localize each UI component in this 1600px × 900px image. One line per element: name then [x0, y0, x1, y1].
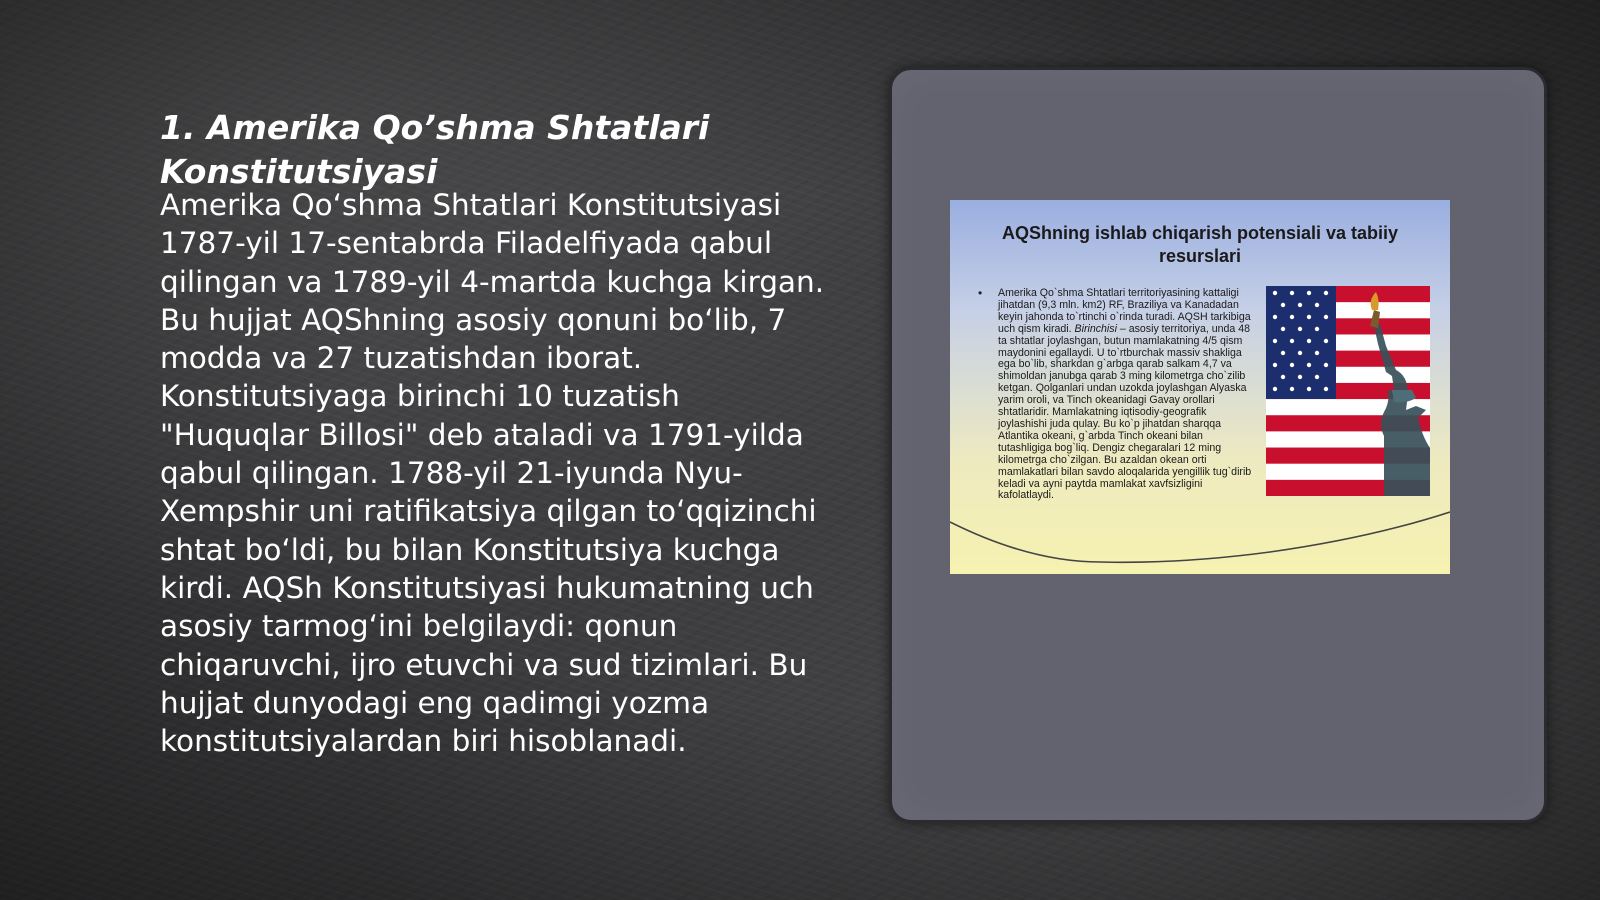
embedded-slide-title: AQShning ishlab chiqarish potensiali va tabiiy resurslari [1001, 223, 1399, 266]
slide-title: 1. Amerika Qo’shma Shtatlari Konstitutsiyasi [160, 108, 710, 191]
embedded-slide-text-part1: Amerika Qo`shma Shtatlari territoriyasining kattaligi jihatdan (9,3 mln. km2) RF, Braziliya va Kanadadan keyin jahonda to`rtinchi o`rinda turadi. AQSH tarkibiga uch qism kiradi. [998, 287, 1251, 335]
bullet-icon: • [978, 286, 983, 300]
decorative-curve [950, 200, 1450, 574]
embedded-slide-text-part2: – asosiy territoriya, unda 48 ta shtatlar joylashgan, butun mamlakatning 4/5 qism maydonini egallaydi. U to`rtburchak massiv shakliga ega bo`lib, sharkdan g`arbga qarab salkam 4,7 va shimoldan janubga qarab 3 ming kilometrga cho`zilib ketgan. Qolganlari undan uzokda joylashgan Alyaska yarim oroli, va Tinch okeanidagi Gavay orollari shtatlaridir. Mamlakatning iqtisodiy-geografik joylashishi juda qulay. Bu ko`p jihatdan sharqqa Atlantika okeani, g`arbda Tinch okeani bilan tutashligiga bog`liq. Dengiz chegaralari 12 ming kilometrga cho`zilgan. Bu azaldan okean orti mamlakatlari bilan savdo aloqalarida yengillik tug`dirib keladi va ayni paytda mamlakat xavfsizligini kafolatlaydi. [998, 322, 1252, 502]
slide-body-text: Amerika Qo‘shma Shtatlari Konstitutsiyasi 1787-yil 17-sentabrda Filadelfiyada qabul qilingan va 1789-yil 4-martda kuchga kirgan. Bu hujjat AQShning asosiy qonuni bo‘lib, 7 modda va 27 tuzatishdan iborat. Konstitutsiyaga birinchi 10 tuzatish "Huquqlar Billosi" deb ataladi va 1791-yilda qabul qilingan. 1788-yil 21-iyunda Nyu-Xempshir uni ratifikatsiya qilgan to‘qqizinchi shtat bo‘ldi, bu bilan Konstitutsiya kuchga kirdi. AQSh Konstitutsiyasi hukumatning uch asosiy tarmog‘ini belgilaydi: qonun chiqaruvchi, ijro etuvchi va sud tizimlari. Bu hujjat dunyodagi eng qadimgi yozma konstitutsiyalardan biri hisoblanadi. [160, 188, 825, 759]
embedded-slide-text-emphasis: Birinchisi [1074, 322, 1117, 335]
embedded-slide-image [950, 200, 1450, 574]
